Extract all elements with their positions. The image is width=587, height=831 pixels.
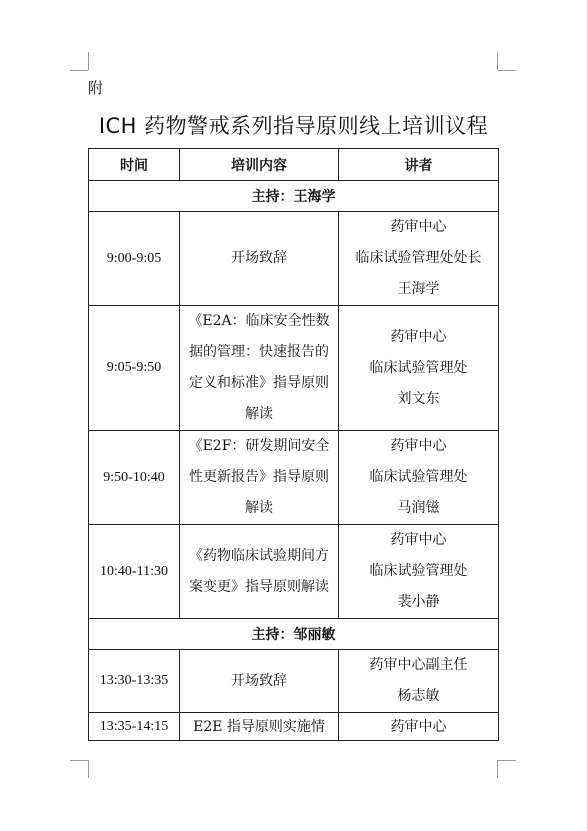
header-time: 时间 [89,149,180,181]
document-title: ICH 药物警戒系列指导原则线上培训议程 [98,114,489,138]
crop-mark-tr-v [497,52,498,70]
row-content: 《E2F：研发期间安全性更新报告》指导原则解读 [180,431,339,525]
speaker-org: 药审中心 [390,718,447,735]
row-time: 9:05-9:50 [89,306,180,431]
crop-mark-tr-h [498,70,516,71]
table-header-row [89,149,499,181]
speaker-org: 药审中心 [390,328,447,345]
host-row [89,619,499,650]
speaker-dept: 临床试验管理处 [369,359,468,376]
table-row [89,431,499,525]
row-time: 9:00-9:05 [89,212,180,306]
agenda-table [88,148,499,741]
host-label: 主持：王海学 [89,181,499,212]
row-time: 13:35-14:15 [89,713,180,741]
header-content: 培训内容 [180,149,339,181]
header-speaker: 讲者 [339,149,499,181]
speaker-name: 裴小静 [397,594,440,610]
host-row [89,181,499,212]
row-speaker [339,713,499,741]
row-speaker [339,650,499,713]
speaker-dept: 临床试验管理处 [369,469,468,485]
speaker-name: 杨志敏 [397,688,440,704]
speaker-org: 药审中心 [390,532,447,548]
table-row [89,650,499,713]
crop-mark-tl-v [88,52,89,70]
crop-mark-tl-h [70,70,88,71]
row-speaker [339,306,499,431]
speaker-name: 马润镃 [397,500,440,516]
row-content: 《药物临床试验期间方案变更》指导原则解读 [180,525,339,619]
speaker-dept: 临床试验管理处处长 [355,250,482,266]
row-content: E2E 指导原则实施情 [180,713,339,741]
table-row [89,525,499,619]
row-content: 《E2A：临床安全性数据的管理：快速报告的定义和标准》指导原则解读 [180,306,339,431]
speaker-org: 药审中心 [390,438,447,454]
host-label: 主持：邹丽敏 [89,619,499,650]
crop-mark-bl-h [70,760,88,761]
row-content: 开场致辞 [180,650,339,713]
speaker-name: 刘文东 [397,390,440,407]
row-speaker [339,431,499,525]
speaker-org: 药审中心副主任 [369,657,468,673]
crop-mark-bl-v [88,760,89,778]
table-row [89,713,499,741]
crop-mark-br-h [498,760,516,761]
row-content: 开场致辞 [180,212,339,306]
row-speaker [339,525,499,619]
speaker-org: 药审中心 [390,219,447,235]
speaker-name: 王海学 [397,281,440,297]
attachment-label: 附 [88,79,104,97]
row-time: 10:40-11:30 [89,525,180,619]
table-row [89,212,499,306]
crop-mark-br-v [497,760,498,778]
row-time: 13:30-13:35 [89,650,180,713]
table-row [89,306,499,431]
speaker-dept: 临床试验管理处 [369,563,468,579]
row-speaker [339,212,499,306]
row-time: 9:50-10:40 [89,431,180,525]
